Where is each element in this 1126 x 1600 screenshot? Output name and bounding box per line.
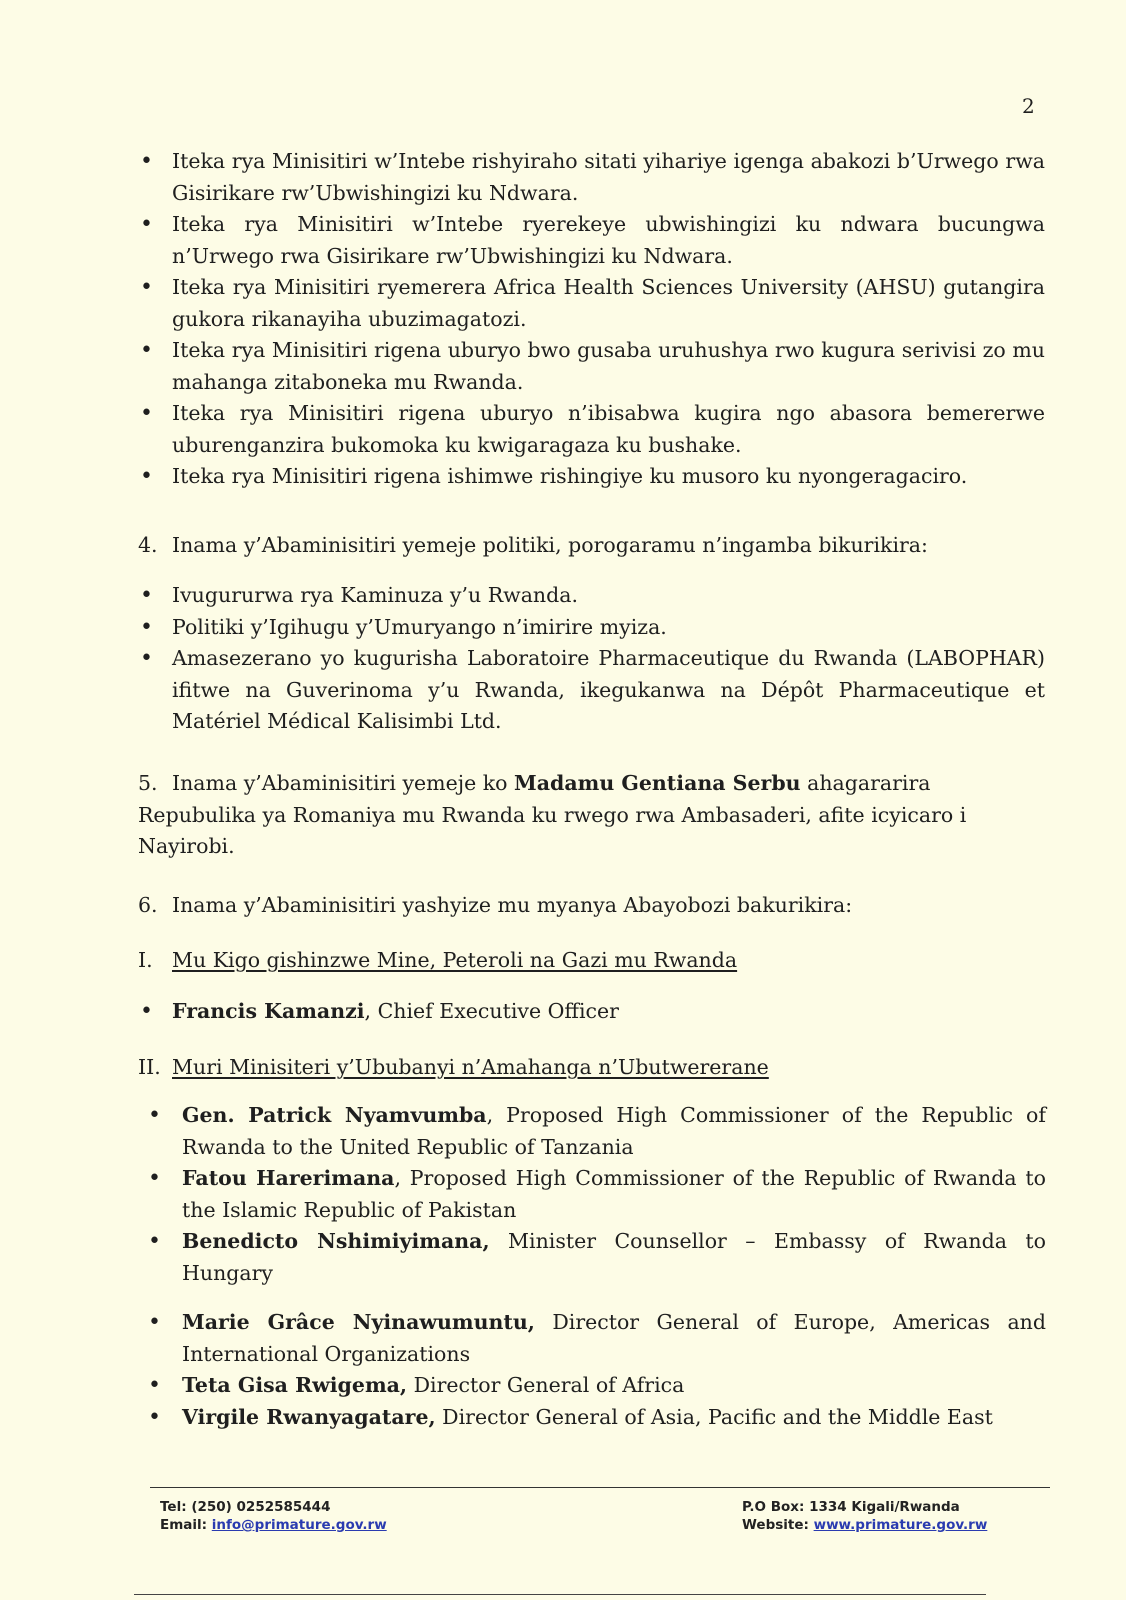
list-item: • Iteka rya Minisitiri w’Intebe ryerekeye ubwishingizi ku ndwara bucungwa n’Urwego rwa Gisirikare rw’Ubwishingizi ku Ndwara. xyxy=(138,209,1045,272)
subsection-numeral: I. xyxy=(138,948,153,972)
section-number: 6. xyxy=(138,893,158,917)
appointee-name: Marie Grâce Nyinawumuntu, xyxy=(182,1310,535,1334)
section-6-heading xyxy=(138,890,1045,922)
appointee-role: Minister Counsellor – Embassy of Rwanda to Hungary xyxy=(182,1229,1046,1285)
subsection-1-heading xyxy=(138,948,737,972)
list-item: • Politiki y’Igihugu y’Umuryango n’imirire myiza. xyxy=(138,612,1045,644)
website-label: Website: xyxy=(742,1517,809,1533)
section-text: ahagararira Repubulika ya Romaniya mu Rwanda ku rwego rwa Ambasaderi, afite icyicaro i Nayirobi. xyxy=(138,771,967,858)
subsection-title: Muri Minisiteri y’Ububanyi n’Amahanga n’Ubutwererane xyxy=(172,1055,769,1079)
list-item xyxy=(146,1100,1046,1163)
appointee-role: , Chief Executive Officer xyxy=(364,999,619,1023)
appointee-role: , Proposed High Commissioner of the Republic of Rwanda to the United Republic of Tanzania xyxy=(182,1103,1046,1159)
pobox-label: P.O Box: xyxy=(742,1499,805,1515)
pobox-value: 1334 Kigali/Rwanda xyxy=(809,1499,960,1515)
appointee-name: Virgile Rwanyagatare, xyxy=(182,1404,436,1429)
section-number: 4. xyxy=(138,533,158,557)
bottom-divider xyxy=(134,1594,986,1595)
footer-address xyxy=(742,1498,987,1534)
page-number: 2 xyxy=(1022,94,1035,118)
appointee-role: Director General of Asia, Pacific and the Middle East xyxy=(435,1404,993,1429)
appointee-role: Director General of Africa xyxy=(407,1373,685,1397)
list-item xyxy=(138,996,1045,1028)
section-text: Inama y’Abaminisitiri yashyize mu myanya Abayobozi bakurikira: xyxy=(172,893,853,917)
website-link[interactable]: www.primature.gov.rw xyxy=(813,1517,988,1533)
list-item xyxy=(146,1402,1046,1434)
appointments-list-1 xyxy=(138,996,1045,1028)
appointee-role: , Proposed High Commissioner of the Republic of Rwanda to the Islamic Republic of Pakistan xyxy=(182,1166,1046,1222)
appointee-name: Benedicto Nshimiyimana, xyxy=(182,1229,490,1253)
appointee-name: Teta Gisa Rwigema, xyxy=(182,1373,408,1397)
subsection-title: Mu Kigo gishinzwe Mine, Peteroli na Gazi mu Rwanda xyxy=(172,948,738,972)
list-item: • Iteka rya Minisitiri ryemerera Africa Health Sciences University (AHSU) gutangira gukora rikanayiha ubuzimagatozi. xyxy=(138,272,1045,335)
list-item xyxy=(146,1370,1046,1402)
list-item: • Iteka rya Minisitiri rigena uburyo bwo gusaba uruhushya rwo kugura serivisi zo mu mahanga zitaboneka mu Rwanda. xyxy=(138,335,1045,398)
footer-contact xyxy=(160,1498,387,1534)
list-item xyxy=(146,1307,1046,1370)
section-text: Inama y’Abaminisitiri yemeje politiki, porogaramu n’ingamba bikurikira: xyxy=(172,533,928,557)
appointments-list-2 xyxy=(146,1100,1046,1433)
email-link[interactable]: info@primature.gov.rw xyxy=(211,1517,387,1533)
list-item xyxy=(146,1163,1046,1226)
decree-list xyxy=(138,146,1045,493)
section-5-paragraph xyxy=(138,768,1045,863)
subsection-2-heading xyxy=(138,1055,769,1079)
ambassador-name: Madamu Gentiana Serbu xyxy=(514,771,801,795)
list-item: • Amasezerano yo kugurisha Laboratoire Pharmaceutique du Rwanda (LABOPHAR) ifitwe na Guverinoma y’u Rwanda, ikegukanwa na Dépôt Pharmaceutique et Matériel Médical Kalisimbi Ltd. xyxy=(138,643,1045,738)
section-4-heading xyxy=(138,530,1045,562)
appointee-name: Gen. Patrick Nyamvumba xyxy=(182,1103,487,1127)
list-item: • Ivugururwa rya Kaminuza y’u Rwanda. xyxy=(138,580,1045,612)
appointee-role: Director General of Europe, Americas and International Organizations xyxy=(182,1310,1046,1366)
list-item xyxy=(146,1226,1046,1289)
appointee-name: Francis Kamanzi xyxy=(172,999,365,1023)
footer-divider xyxy=(150,1487,1050,1488)
subsection-numeral: II. xyxy=(138,1055,161,1079)
tel-label: Tel: xyxy=(160,1499,187,1515)
appointee-name: Fatou Harerimana xyxy=(182,1166,395,1190)
list-item: • Iteka rya Minisitiri w’Intebe rishyiraho sitati yihariye igenga abakozi b’Urwego rwa Gisirikare rw’Ubwishingizi ku Ndwara. xyxy=(138,146,1045,209)
list-item: • Iteka rya Minisitiri rigena uburyo n’ibisabwa kugira ngo abasora bemererwe uburenganzira bukomoka ku kwigaragaza ku bushake. xyxy=(138,398,1045,461)
tel-number: (250) 0252585444 xyxy=(191,1499,331,1515)
policy-list xyxy=(138,580,1045,738)
email-label: Email: xyxy=(160,1517,208,1533)
section-text: Inama y’Abaminisitiri yemeje ko xyxy=(172,771,508,795)
list-item: • Iteka rya Minisitiri rigena ishimwe rishingiye ku musoro ku nyongeragaciro. xyxy=(138,461,1045,493)
section-number: 5. xyxy=(138,771,158,795)
